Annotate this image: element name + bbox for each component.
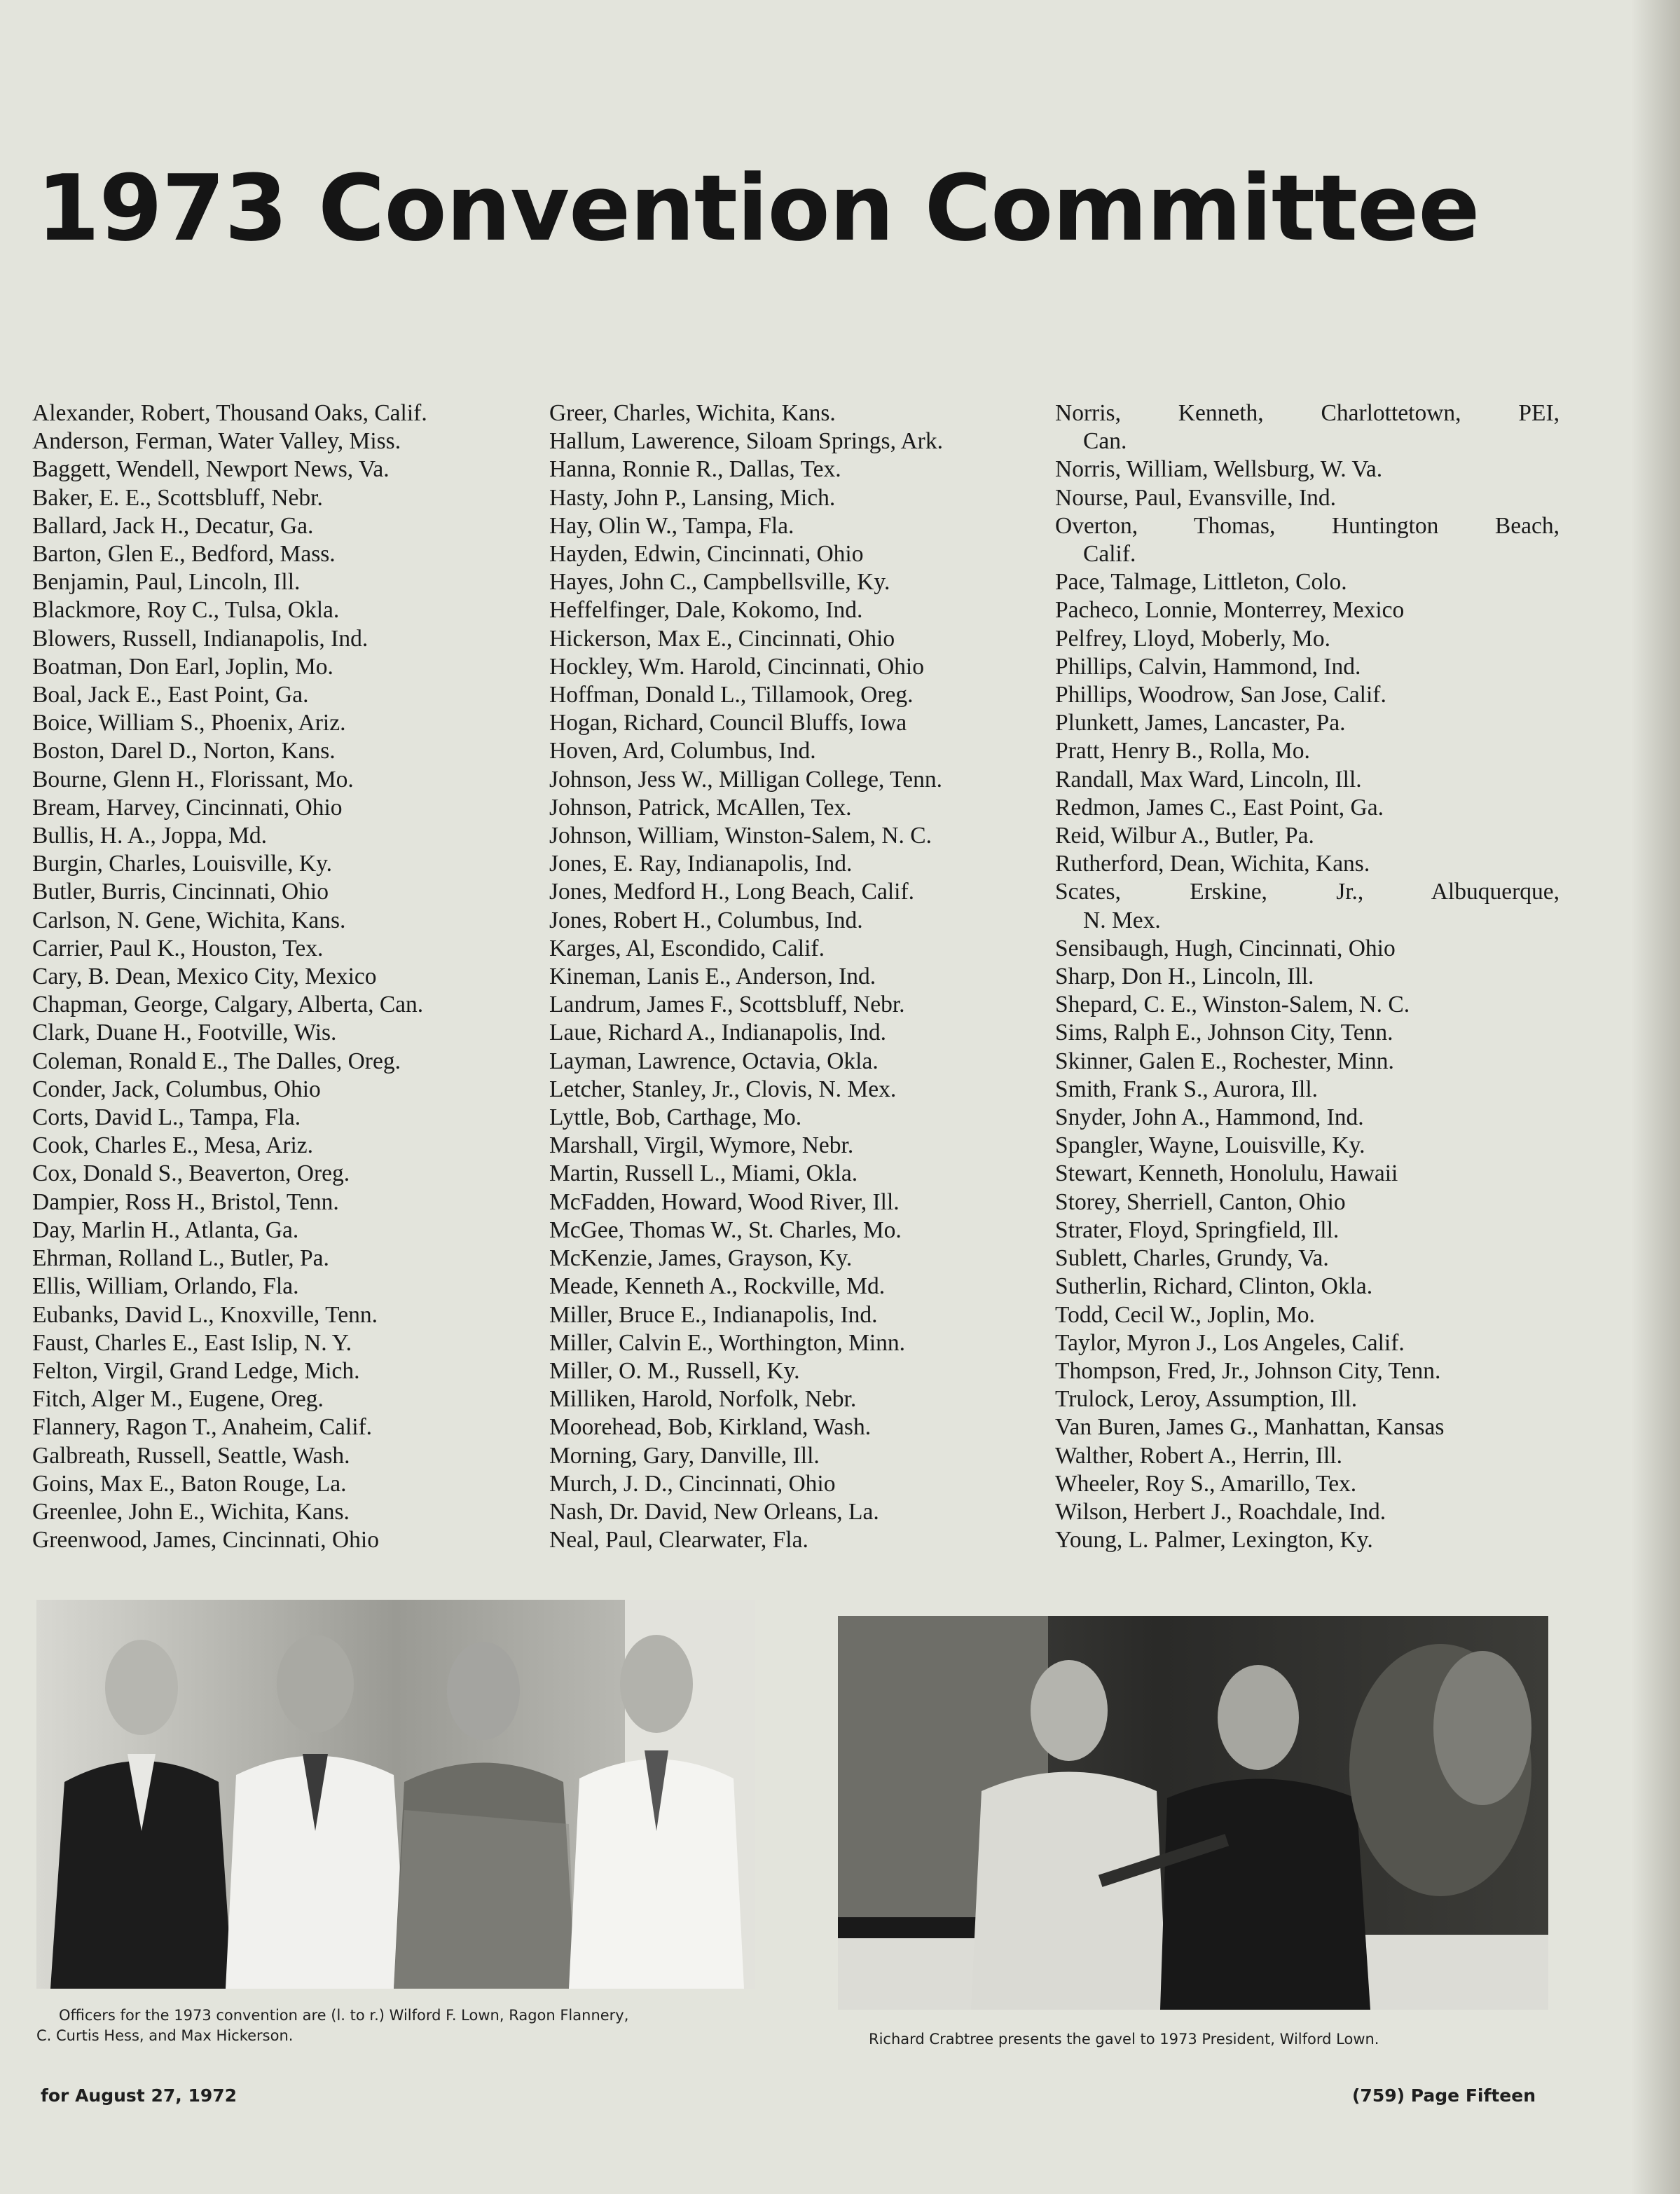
committee-member: Miller, Calvin E., Worthington, Minn. — [549, 1329, 906, 1356]
committee-member: Miller, Bruce E., Indianapolis, Ind. — [549, 1301, 878, 1328]
committee-member: Pacheco, Lonnie, Monterrey, Mexico — [1055, 597, 1405, 624]
committee-member: Wilson, Herbert J., Roachdale, Ind. — [1055, 1498, 1386, 1525]
committee-member: Phillips, Calvin, Hammond, Ind. — [1055, 653, 1361, 680]
committee-member: Galbreath, Russell, Seattle, Wash. — [32, 1442, 350, 1469]
committee-member: Norris, William, Wellsburg, W. Va. — [1055, 456, 1383, 483]
committee-member: Hoffman, Donald L., Tillamook, Oreg. — [549, 682, 914, 708]
committee-member: Jones, Medford H., Long Beach, Calif. — [549, 879, 915, 905]
committee-column-3 — [1055, 399, 1559, 1554]
officers-caption-line-2: C. Curtis Hess, and Max Hickerson. — [36, 2027, 294, 2044]
committee-member: Wheeler, Roy S., Amarillo, Tex. — [1055, 1470, 1357, 1497]
committee-member: Phillips, Woodrow, San Jose, Calif. — [1055, 682, 1386, 708]
committee-member: Walther, Robert A., Herrin, Ill. — [1055, 1442, 1342, 1469]
committee-member: Cook, Charles E., Mesa, Ariz. — [32, 1132, 314, 1159]
committee-member: Cox, Donald S., Beaverton, Oreg. — [32, 1160, 350, 1187]
committee-member: Anderson, Ferman, Water Valley, Miss. — [32, 428, 401, 455]
committee-member: Goins, Max E., Baton Rouge, La. — [32, 1470, 347, 1497]
committee-member: Bourne, Glenn H., Florissant, Mo. — [32, 766, 354, 793]
committee-member: Moorehead, Bob, Kirkland, Wash. — [549, 1414, 872, 1441]
committee-member: Thompson, Fred, Jr., Johnson City, Tenn. — [1055, 1357, 1441, 1384]
committee-member: Greenlee, John E., Wichita, Kans. — [32, 1498, 350, 1525]
committee-member: Baker, E. E., Scottsbluff, Nebr. — [32, 484, 323, 511]
committee-member: Greenwood, James, Cincinnati, Ohio — [32, 1527, 379, 1554]
committee-member: Trulock, Leroy, Assumption, Ill. — [1055, 1386, 1358, 1413]
committee-member: Coleman, Ronald E., The Dalles, Oreg. — [32, 1048, 401, 1074]
officers-photo-image — [36, 1600, 755, 1989]
committee-member: Boal, Jack E., East Point, Ga. — [32, 682, 309, 708]
committee-member: McGee, Thomas W., St. Charles, Mo. — [549, 1216, 902, 1243]
committee-member: Heffelfinger, Dale, Kokomo, Ind. — [549, 597, 863, 624]
committee-member: Hogan, Richard, Council Bluffs, Iowa — [549, 710, 907, 736]
committee-member-line-continued: Calif. — [1083, 541, 1136, 568]
committee-member: Skinner, Galen E., Rochester, Minn. — [1055, 1048, 1394, 1074]
committee-member: Corts, David L., Tampa, Fla. — [32, 1104, 301, 1131]
committee-member: Van Buren, James G., Manhattan, Kansas — [1055, 1414, 1445, 1441]
committee-member: Bream, Harvey, Cincinnati, Ohio — [32, 794, 343, 821]
committee-member: Laue, Richard A., Indianapolis, Ind. — [549, 1020, 886, 1046]
committee-member: Neal, Paul, Clearwater, Fla. — [549, 1527, 808, 1554]
committee-member: Alexander, Robert, Thousand Oaks, Calif. — [32, 400, 427, 426]
committee-member: Flannery, Ragon T., Anaheim, Calif. — [32, 1414, 373, 1441]
committee-member: Martin, Russell L., Miami, Okla. — [549, 1160, 858, 1187]
committee-member: Burgin, Charles, Louisville, Ky. — [32, 851, 333, 877]
committee-member-line: Norris, Kenneth, Charlottetown, PEI, — [1055, 400, 1559, 426]
committee-member: Clark, Duane H., Footville, Wis. — [32, 1020, 337, 1046]
committee-member: Snyder, John A., Hammond, Ind. — [1055, 1104, 1364, 1131]
committee-column-2 — [549, 399, 1040, 1554]
committee-member-line: Overton, Thomas, Huntington Beach, — [1055, 512, 1559, 539]
committee-member: Murch, J. D., Cincinnati, Ohio — [549, 1470, 836, 1497]
committee-member: Cary, B. Dean, Mexico City, Mexico — [32, 964, 377, 990]
page-edge-shadow — [1631, 0, 1680, 2194]
committee-member: Hay, Olin W., Tampa, Fla. — [549, 512, 794, 539]
committee-member-line-continued: N. Mex. — [1083, 907, 1161, 933]
officers-caption-line-1: Officers for the 1973 convention are (l. to r.) Wilford F. Lown, Ragon Flannery, — [59, 2007, 629, 2024]
officers-photo — [36, 1600, 755, 1989]
committee-member: Hayden, Edwin, Cincinnati, Ohio — [549, 541, 864, 568]
committee-member: Hasty, John P., Lansing, Mich. — [549, 484, 836, 511]
committee-member: Greer, Charles, Wichita, Kans. — [549, 400, 836, 426]
committee-member: Faust, Charles E., East Islip, N. Y. — [32, 1329, 352, 1356]
committee-member: Butler, Burris, Cincinnati, Ohio — [32, 879, 329, 905]
committee-member: Blackmore, Roy C., Tulsa, Okla. — [32, 597, 340, 624]
committee-member: Nourse, Paul, Evansville, Ind. — [1055, 484, 1337, 511]
committee-member: Lyttle, Bob, Carthage, Mo. — [549, 1104, 802, 1131]
committee-member: Nash, Dr. David, New Orleans, La. — [549, 1498, 879, 1525]
committee-member — [1055, 878, 1559, 934]
committee-member: Hallum, Lawerence, Siloam Springs, Ark. — [549, 428, 943, 455]
officers-photo-caption — [36, 2006, 765, 2046]
committee-member: Hoven, Ard, Columbus, Ind. — [549, 738, 816, 765]
committee-member: Dampier, Ross H., Bristol, Tenn. — [32, 1188, 339, 1215]
committee-member: Hanna, Ronnie R., Dallas, Tex. — [549, 456, 841, 483]
committee-member: Boatman, Don Earl, Joplin, Mo. — [32, 653, 333, 680]
committee-member: Fitch, Alger M., Eugene, Oreg. — [32, 1386, 324, 1413]
committee-member: McKenzie, James, Grayson, Ky. — [549, 1245, 853, 1272]
committee-member — [1055, 399, 1559, 455]
committee-member: Pelfrey, Lloyd, Moberly, Mo. — [1055, 625, 1330, 652]
committee-member: Bullis, H. A., Joppa, Md. — [32, 823, 268, 849]
committee-member: Conder, Jack, Columbus, Ohio — [32, 1076, 321, 1102]
gavel-photo-caption: Richard Crabtree presents the gavel to 1973 President, Wilford Lown. — [869, 2031, 1379, 2048]
committee-member: Barton, Glen E., Bedford, Mass. — [32, 541, 336, 568]
committee-member: Felton, Virgil, Grand Ledge, Mich. — [32, 1357, 360, 1384]
committee-member: Benjamin, Paul, Lincoln, Ill. — [32, 569, 301, 596]
committee-member-line: Scates, Erskine, Jr., Albuquerque, — [1055, 879, 1559, 905]
page-number: (759) Page Fifteen — [1352, 2085, 1536, 2106]
committee-member: Blowers, Russell, Indianapolis, Ind. — [32, 625, 369, 652]
committee-member: Jones, Robert H., Columbus, Ind. — [549, 907, 863, 933]
issue-date: for August 27, 1972 — [41, 2085, 237, 2106]
committee-member: Sims, Ralph E., Johnson City, Tenn. — [1055, 1020, 1393, 1046]
committee-member: Baggett, Wendell, Newport News, Va. — [32, 456, 390, 483]
committee-member: Chapman, George, Calgary, Alberta, Can. — [32, 992, 424, 1018]
committee-member: Kineman, Lanis E., Anderson, Ind. — [549, 964, 876, 990]
committee-member: Reid, Wilbur A., Butler, Pa. — [1055, 823, 1314, 849]
committee-member: Smith, Frank S., Aurora, Ill. — [1055, 1076, 1318, 1102]
committee-member: Miller, O. M., Russell, Ky. — [549, 1357, 800, 1384]
committee-member: Pratt, Henry B., Rolla, Mo. — [1055, 738, 1310, 765]
committee-member: Day, Marlin H., Atlanta, Ga. — [32, 1216, 299, 1243]
committee-member: Hayes, John C., Campbellsville, Ky. — [549, 569, 890, 596]
committee-member: Strater, Floyd, Springfield, Ill. — [1055, 1216, 1340, 1243]
committee-member: Randall, Max Ward, Lincoln, Ill. — [1055, 766, 1362, 793]
committee-member: Todd, Cecil W., Joplin, Mo. — [1055, 1301, 1315, 1328]
committee-member: Karges, Al, Escondido, Calif. — [549, 935, 825, 961]
committee-member: Sutherlin, Richard, Clinton, Okla. — [1055, 1273, 1373, 1300]
committee-member: Carlson, N. Gene, Wichita, Kans. — [32, 907, 346, 933]
committee-member: Johnson, Patrick, McAllen, Tex. — [549, 794, 852, 821]
committee-member: Pace, Talmage, Littleton, Colo. — [1055, 569, 1347, 596]
committee-member: Ehrman, Rolland L., Butler, Pa. — [32, 1245, 329, 1272]
committee-member: Boston, Darel D., Norton, Kans. — [32, 738, 336, 765]
committee-member: Layman, Lawrence, Octavia, Okla. — [549, 1048, 879, 1074]
gavel-presentation-photo-image — [838, 1616, 1548, 2010]
committee-member: Sublett, Charles, Grundy, Va. — [1055, 1245, 1329, 1272]
committee-member: Johnson, William, Winston-Salem, N. C. — [549, 823, 932, 849]
committee-column-1 — [32, 399, 537, 1554]
committee-member: Taylor, Myron J., Los Angeles, Calif. — [1055, 1329, 1405, 1356]
committee-member: Hockley, Wm. Harold, Cincinnati, Ohio — [549, 653, 924, 680]
committee-member: Spangler, Wayne, Louisville, Ky. — [1055, 1132, 1365, 1159]
committee-member: Ellis, William, Orlando, Fla. — [32, 1273, 299, 1300]
committee-member-line-continued: Can. — [1083, 428, 1127, 455]
committee-member: Shepard, C. E., Winston-Salem, N. C. — [1055, 992, 1410, 1018]
committee-member: McFadden, Howard, Wood River, Ill. — [549, 1188, 900, 1215]
committee-member: Boice, William S., Phoenix, Ariz. — [32, 710, 346, 736]
gavel-presentation-photo — [838, 1616, 1548, 2010]
committee-member: Jones, E. Ray, Indianapolis, Ind. — [549, 851, 853, 877]
committee-member: Sharp, Don H., Lincoln, Ill. — [1055, 964, 1314, 990]
committee-member: Plunkett, James, Lancaster, Pa. — [1055, 710, 1346, 736]
committee-member: Stewart, Kenneth, Honolulu, Hawaii — [1055, 1160, 1398, 1187]
committee-member: Milliken, Harold, Norfolk, Nebr. — [549, 1386, 857, 1413]
committee-member: Morning, Gary, Danville, Ill. — [549, 1442, 820, 1469]
committee-member: Young, L. Palmer, Lexington, Ky. — [1055, 1527, 1373, 1554]
committee-member: Landrum, James F., Scottsbluff, Nebr. — [549, 992, 905, 1018]
committee-member: Storey, Sherriell, Canton, Ohio — [1055, 1188, 1346, 1215]
committee-member: Sensibaugh, Hugh, Cincinnati, Ohio — [1055, 935, 1396, 961]
committee-member: Rutherford, Dean, Wichita, Kans. — [1055, 851, 1370, 877]
committee-member: Ballard, Jack H., Decatur, Ga. — [32, 512, 314, 539]
committee-member: Redmon, James C., East Point, Ga. — [1055, 794, 1384, 821]
committee-member — [1055, 512, 1559, 568]
committee-member: Eubanks, David L., Knoxville, Tenn. — [32, 1301, 378, 1328]
page-title: 1973 Convention Committee — [36, 155, 1480, 261]
committee-member: Letcher, Stanley, Jr., Clovis, N. Mex. — [549, 1076, 897, 1102]
committee-member: Meade, Kenneth A., Rockville, Md. — [549, 1273, 886, 1300]
committee-member: Carrier, Paul K., Houston, Tex. — [32, 935, 324, 961]
committee-member: Johnson, Jess W., Milligan College, Tenn. — [549, 766, 942, 793]
committee-member: Hickerson, Max E., Cincinnati, Ohio — [549, 625, 895, 652]
committee-member: Marshall, Virgil, Wymore, Nebr. — [549, 1132, 854, 1159]
